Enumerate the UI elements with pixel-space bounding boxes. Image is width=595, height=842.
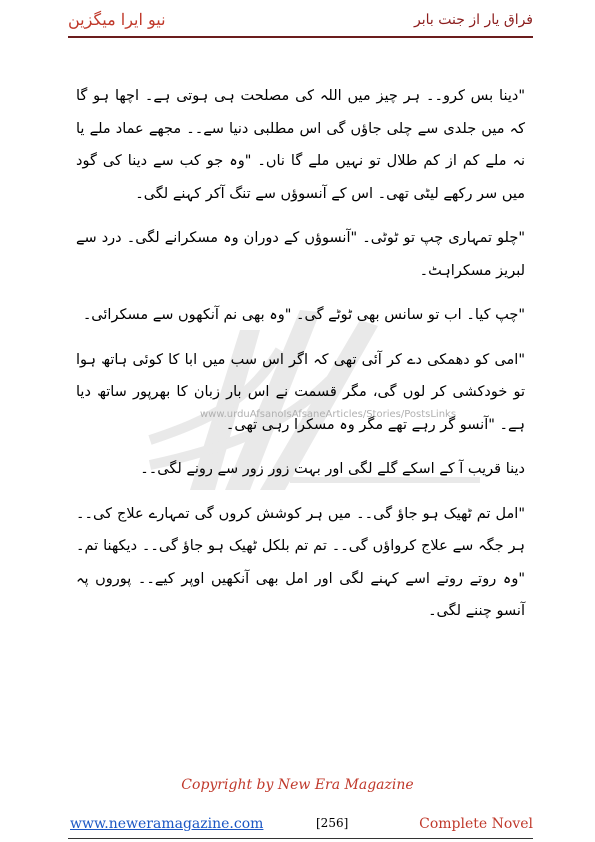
- novel-title: فراق یار از جنت بابر: [414, 12, 533, 28]
- copyright-notice: Copyright by New Era Magazine: [181, 777, 414, 793]
- magazine-name: نیو ایرا میگزین: [68, 10, 166, 29]
- paragraph: دینا قریب آ کے اسکے گلے لگی اور بہت زور زور سے رونے لگی۔۔: [140, 461, 525, 477]
- page-footer: [68, 812, 533, 836]
- header-divider: [68, 36, 533, 38]
- footer-divider: [68, 838, 533, 839]
- paragraph: "چپ کیا۔ اب تو سانس بھی ٹوٹے گی۔ "وہ بھی نم آنکھوں سے مسکرائی۔: [82, 307, 525, 323]
- page-header: [68, 8, 533, 36]
- paragraph: "دینا بس کرو۔۔ ہر چیز میں اللہ کی مصلحت ہی ہوتی ہے۔ اچھا ہو گا کہ میں جلدی سے چلی جاؤں گی اس مطلبی دنیا سے۔۔ مجھے عماد ملے یا نہ ملے کم از کم طلال تو نہیں ملے گا ناں۔ "وہ جو کب سے دینا کی گود میں سر رکھے لیٹی تھی۔ اس کے آنسوؤں سے تنگ آکر کہنے لگی۔: [76, 88, 525, 202]
- watermark-url: www.urduAfsanoIsAfsaneArticles/Stories/PostsLinks: [200, 409, 457, 420]
- paragraph: "چلو تمہاری چپ تو ٹوٹی۔ "آنسوؤں کے دوران وہ مسکرانے لگی۔ درد سے لبریز مسکراہٹ۔: [76, 230, 525, 279]
- paragraph: "امی کو دھمکی دے کر آئی تھی کہ اگر اس سب میں ابا کا کوئی ہاتھ ہوا تو خودکشی کر لوں گی، مگر قسمت نے اس بار زبان کا بھرپور ساتھ دیا ہے۔ "آنسو گر رہے تھے مگر وہ مسکرا رہی تھی۔: [76, 351, 525, 433]
- website-link[interactable]: www.neweramagazine.com: [70, 816, 264, 832]
- article-body: [76, 80, 525, 640]
- novel-label: Complete Novel: [419, 816, 533, 832]
- paragraph: "امل تم ٹھیک ہو جاؤ گی۔۔ میں ہر کوشش کروں گی تمہارے علاج کی۔۔ ہر جگہ سے علاج کرواؤں گی۔۔ تم تم بلکل ٹھیک ہو جاؤ گی۔۔ دیکھنا تم۔ "وہ روتے روتے اسے کہنے لگی اور امل بھی آنکھیں اوپر کیے۔۔ پوروں پہ آنسو چننے لگی۔: [76, 505, 525, 619]
- page-number: [256]: [316, 816, 349, 830]
